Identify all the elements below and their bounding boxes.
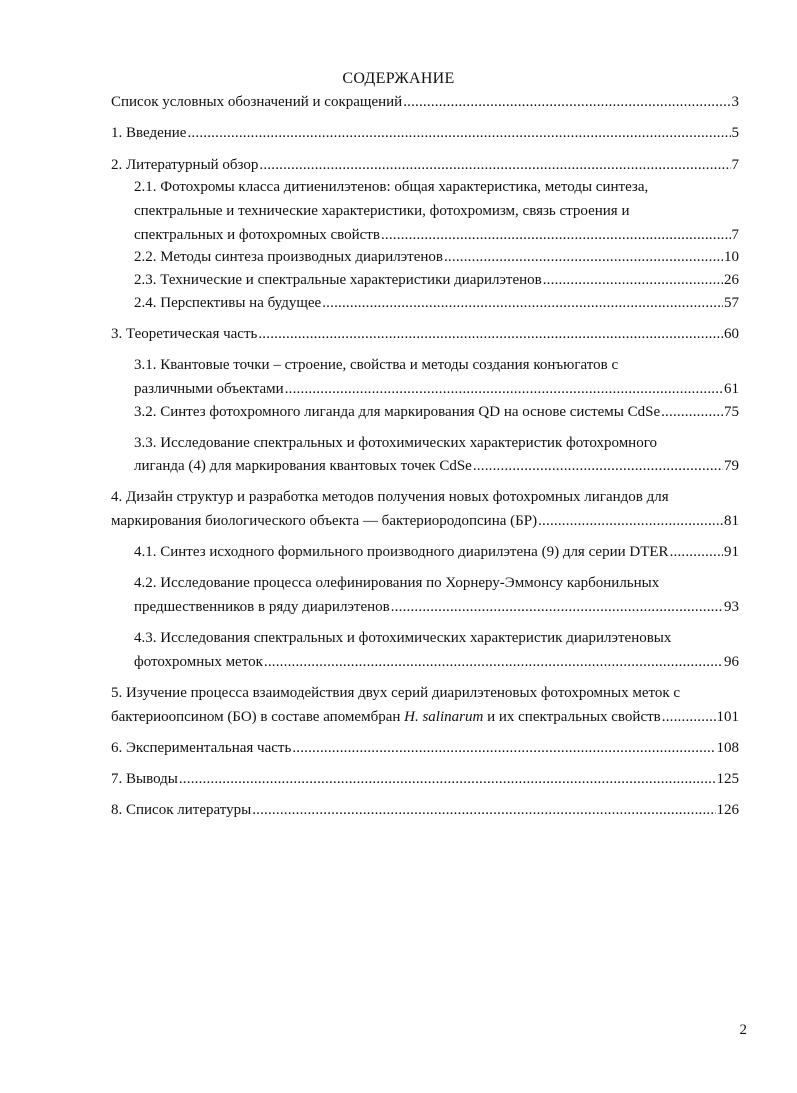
toc-entry-literature-review[interactable] [111, 155, 739, 175]
toc-entry-introduction[interactable] [111, 123, 739, 143]
toc-entry-page: 5 [731, 125, 739, 141]
toc-entry-label: 3. Теоретическая часть [111, 326, 258, 342]
toc-entry-2-4[interactable] [134, 293, 739, 313]
toc-entry-label: маркирования биологического объекта — бактериородопсина (БР) [111, 513, 538, 529]
dot-leader [285, 379, 723, 399]
toc-entry-label-before: бактериоопсином (БО) в составе апомембран [111, 709, 401, 725]
toc-entry-page: 108 [716, 740, 739, 756]
toc-entry-label [111, 707, 662, 727]
toc-entry-page: 60 [724, 326, 739, 342]
toc-entry-label: 2.2. Методы синтеза производных диарилэтенов [134, 249, 443, 265]
toc-entry-label: 2.4. Перспективы на будущее [134, 295, 322, 311]
toc-entry-4-2[interactable] [134, 597, 739, 617]
toc-entry-page: 101 [716, 709, 739, 725]
toc-entry-page: 93 [724, 599, 739, 615]
toc-entry-2-1-line1[interactable]: 2.1. Фотохромы класса дитиенилэтенов: общая характеристика, методы синтеза, [134, 179, 649, 195]
dot-leader [259, 155, 730, 175]
toc-entry-page: 126 [716, 802, 739, 818]
toc-entry-label: 2.3. Технические и спектральные характеристики диарилэтенов [134, 272, 542, 288]
toc-entry-page: 57 [724, 295, 739, 311]
toc-entry-4-3[interactable] [134, 652, 739, 672]
dot-leader [258, 324, 723, 344]
toc-entry-page: 26 [724, 272, 739, 288]
toc-entry-3-3-line1[interactable]: 3.3. Исследование спектральных и фотохимических характеристик фотохромного [134, 435, 657, 451]
toc-entry-5[interactable] [111, 707, 739, 727]
toc-entry-page: 10 [724, 249, 739, 265]
toc-entry-2-3[interactable] [134, 270, 739, 290]
dot-leader [187, 123, 730, 143]
toc-entry-4[interactable] [111, 511, 739, 531]
toc-entry-label-after: и их спектральных свойств [487, 709, 661, 725]
toc-entry-page: 96 [724, 654, 739, 670]
dot-leader [381, 225, 731, 245]
toc-entry-label: фотохромных меток [134, 654, 263, 670]
toc-entry-experimental[interactable] [111, 738, 739, 758]
dot-leader [264, 652, 723, 672]
toc-entry-label: 1. Введение [111, 125, 187, 141]
toc-entry-4-1[interactable] [134, 542, 739, 562]
dot-leader [322, 293, 723, 313]
toc-entry-5-line1[interactable]: 5. Изучение процесса взаимодействия двух серий диарилэтеновых фотохромных меток с [111, 685, 681, 701]
toc-entry-page: 3 [731, 94, 739, 110]
toc-entry-3-1-line1[interactable]: 3.1. Квантовые точки – строение, свойства и методы создания конъюгатов с [134, 357, 619, 373]
toc-entry-label: Список условных обозначений и сокращений [111, 94, 403, 110]
toc-entry-2-1[interactable] [134, 225, 739, 245]
dot-leader [444, 247, 723, 267]
dot-leader [662, 707, 716, 727]
toc-entry-conclusions[interactable] [111, 769, 739, 789]
toc-entry-page: 79 [724, 458, 739, 474]
toc-entry-label: 4.1. Синтез исходного формильного производного диарилэтена (9) для серии DTER [134, 544, 669, 560]
dot-leader [538, 511, 723, 531]
toc-entry-references[interactable] [111, 800, 739, 820]
dot-leader [670, 542, 723, 562]
toc-entry-theoretical-part[interactable] [111, 324, 739, 344]
toc-entry-2-2[interactable] [134, 247, 739, 267]
dot-leader [292, 738, 715, 758]
toc-entry-abbreviations[interactable] [111, 92, 739, 112]
species-name: H. salinarum [404, 709, 484, 725]
toc-entry-label: 6. Экспериментальная часть [111, 740, 292, 756]
page-title: СОДЕРЖАНИЕ [342, 70, 455, 87]
dot-leader [403, 92, 730, 112]
toc-entry-page: 7 [731, 227, 739, 243]
toc-entry-label: 8. Список литературы [111, 802, 252, 818]
toc-entry-3-3[interactable] [134, 456, 739, 476]
toc-entry-4-2-line1[interactable]: 4.2. Исследование процесса олефинирования по Хорнеру-Эммонсу карбонильных [134, 575, 660, 591]
toc-entry-page: 91 [724, 544, 739, 560]
toc-entry-3-2[interactable] [134, 402, 739, 422]
dot-leader [661, 402, 723, 422]
toc-entry-page: 61 [724, 381, 739, 397]
toc-entry-page: 75 [724, 404, 739, 420]
toc-entry-label: лиганда (4) для маркирования квантовых точек CdSe [134, 458, 472, 474]
toc-entry-page: 7 [731, 157, 739, 173]
toc-entry-label: 2. Литературный обзор [111, 157, 259, 173]
toc-entry-page: 125 [716, 771, 739, 787]
dot-leader [391, 597, 723, 617]
page-number: 2 [739, 1022, 747, 1038]
toc-entry-label: различными объектами [134, 381, 284, 397]
dot-leader [543, 270, 723, 290]
toc-entry-label: 3.2. Синтез фотохромного лиганда для маркирования QD на основе системы CdSe [134, 404, 661, 420]
toc-entry-label: предшественников в ряду диарилэтенов [134, 599, 390, 615]
toc-entry-3-1[interactable] [134, 379, 739, 399]
toc-entry-label: 7. Выводы [111, 771, 178, 787]
toc-entry-label: спектральных и фотохромных свойств [134, 227, 380, 243]
toc-entry-4-line1[interactable]: 4. Дизайн структур и разработка методов получения новых фотохромных лигандов для [111, 489, 669, 505]
dot-leader [473, 456, 723, 476]
toc-entry-page: 81 [724, 513, 739, 529]
toc-entry-4-3-line1[interactable]: 4.3. Исследования спектральных и фотохимических характеристик диарилэтеновых [134, 630, 672, 646]
dot-leader [252, 800, 715, 820]
dot-leader [179, 769, 716, 789]
toc-entry-2-1-line2[interactable]: спектральные и технические характеристики, фотохромизм, связь строения и [134, 203, 630, 219]
